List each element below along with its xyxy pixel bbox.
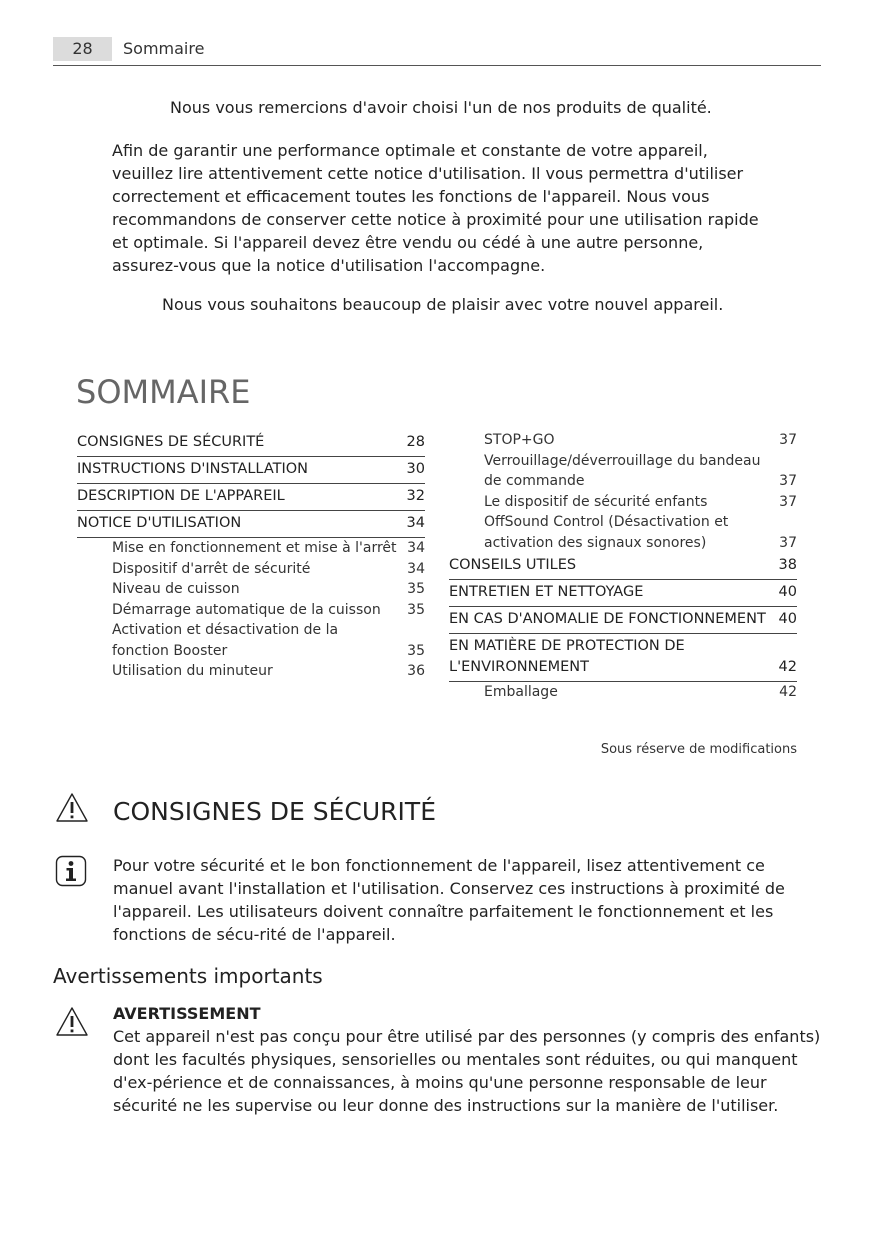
toc-entry-page: 35 [407,601,425,618]
toc-entry-title: Mise en fonctionnement et mise à l'arrêt [112,540,397,556]
toc-entry-page: 38 [778,557,797,573]
toc-entry-title: NOTICE D'UTILISATION [77,515,242,531]
toc-chapter-entry[interactable] [449,553,797,580]
toc-entry-title: EN MATIÈRE DE PROTECTION DE L'ENVIRONNEMENT [449,638,685,675]
toc-entry-page: 40 [778,584,797,600]
safety-info-text: Pour votre sécurité et le bon fonctionnement de l'appareil, lisez attentivement ce manuel avant l'installation et l'utilisation. Conservez ces instructions à proximité de l'appareil. Les utilisateurs doivent connaître parfaitement le fonctionnement et les fonctions de sécu-rité de l'appareil. [113,856,785,944]
toc-subsection-entry[interactable] [449,451,797,492]
toc-entry-page: 36 [407,663,425,679]
toc-subsection-entry[interactable] [449,492,797,513]
toc-subsection-entry[interactable] [77,579,425,600]
warning-icon [55,792,89,824]
toc-entry-page: 30 [406,461,425,477]
page-number: 28 [53,37,112,61]
toc-subsection-entry[interactable] [77,600,425,621]
toc-right-column [449,430,797,703]
toc-entry-page: 42 [778,659,797,675]
toc-subsection-entry[interactable] [449,430,797,451]
toc-entry-title: INSTRUCTIONS D'INSTALLATION [77,461,309,477]
toc-entry-page: 37 [779,493,797,510]
toc-left-column [77,430,425,682]
toc-chapter-entry[interactable] [449,580,797,607]
toc-subsection-entry[interactable] [449,682,797,703]
toc-subsection-entry[interactable] [77,559,425,580]
toc-entry-title: CONSEILS UTILES [449,557,577,573]
toc-entry-page: 32 [406,488,425,504]
toc-entry-page: 37 [779,473,797,489]
toc-subsection-entry[interactable] [77,620,425,661]
warning-label: AVERTISSEMENT [113,1004,261,1023]
toc-subsection-entry[interactable] [449,512,797,553]
toc-entry-title: EN CAS D'ANOMALIE DE FONCTIONNEMENT [449,611,766,627]
toc-title: SOMMAIRE [76,373,251,411]
toc-entry-title: Démarrage automatique de la cuisson [112,601,381,618]
toc-entry-page: 40 [778,611,797,627]
warning-icon [55,1006,89,1038]
toc-chapter-entry[interactable] [77,457,425,484]
toc-entry-page: 42 [779,684,797,700]
toc-entry-title: Utilisation du minuteur [112,663,273,679]
toc-entry-title: Verrouillage/déverrouillage du bandeau de commande [484,452,761,489]
toc-entry-page: 34 [406,515,425,531]
toc-entry-title: OffSound Control (Désactivation et activation des signaux sonores) [484,514,729,551]
section-name: Sommaire [123,39,205,58]
warning-text: Cet appareil n'est pas conçu pour être utilisé par des personnes (y compris des enfants) dont les facultés physiques, sensorielles ou mentales sont réduites, ou qui manquent d'ex-périence et de connaissances, à moins qu'une personne responsable de leur sécurité ne les supervise ou leur donne des instructions sur la manière de l'utiliser. [113,1027,821,1115]
toc-entry-title: DESCRIPTION DE L'APPAREIL [77,488,285,504]
toc-entry-title: Emballage [484,684,558,700]
toc-entry-page: 28 [406,434,425,450]
intro-body: Afin de garantir une performance optimale et constante de votre appareil, veuillez lire attentivement cette notice d'utilisation. Il vous permettra d'utiliser correctement et efficacement toutes les fonctions de l'appareil. Nous vous recommandons de conserver cette notice à proximité pour une utilisation rapide et optimale. Si l'appareil devez être vendu ou cédé à une autre personne, assurez-vous que la notice d'utilisation l'accompagne. [112,141,759,275]
intro-thanks: Nous vous remercions d'avoir choisi l'un de nos produits de qualité. [170,98,712,117]
toc-entry-title: STOP+GO [484,432,555,448]
safety-title: CONSIGNES DE SÉCURITÉ [113,797,436,826]
modification-note: Sous réserve de modifications [600,742,797,757]
toc-entry-title: Le dispositif de sécurité enfants [484,493,708,510]
toc-entry-page: 37 [779,432,797,448]
toc-entry-page: 35 [407,642,425,659]
intro-enjoy: Nous vous souhaitons beaucoup de plaisir avec votre nouvel appareil. [162,295,724,314]
toc-entry-title: ENTRETIEN ET NETTOYAGE [449,584,644,600]
toc-entry-page: 37 [779,534,797,551]
toc-subsection-entry[interactable] [77,538,425,559]
toc-chapter-entry[interactable] [449,634,797,682]
toc-chapter-entry[interactable] [77,430,425,457]
toc-subsection-entry[interactable] [77,661,425,682]
page-header [53,37,821,66]
info-icon [55,855,87,887]
toc-entry-title: Activation et désactivation de la fonction Booster [112,622,339,659]
toc-chapter-entry[interactable] [77,511,425,538]
toc-entry-title: Niveau de cuisson [112,581,240,597]
toc-entry-page: 35 [407,581,425,597]
toc-entry-page: 34 [407,560,425,577]
toc-chapter-entry[interactable] [449,607,797,634]
toc-entry-title: CONSIGNES DE SÉCURITÉ [77,434,265,450]
toc-entry-page: 34 [407,540,425,556]
toc-entry-title: Dispositif d'arrêt de sécurité [112,560,311,577]
warnings-heading: Avertissements importants [53,964,323,988]
toc-chapter-entry[interactable] [77,484,425,511]
